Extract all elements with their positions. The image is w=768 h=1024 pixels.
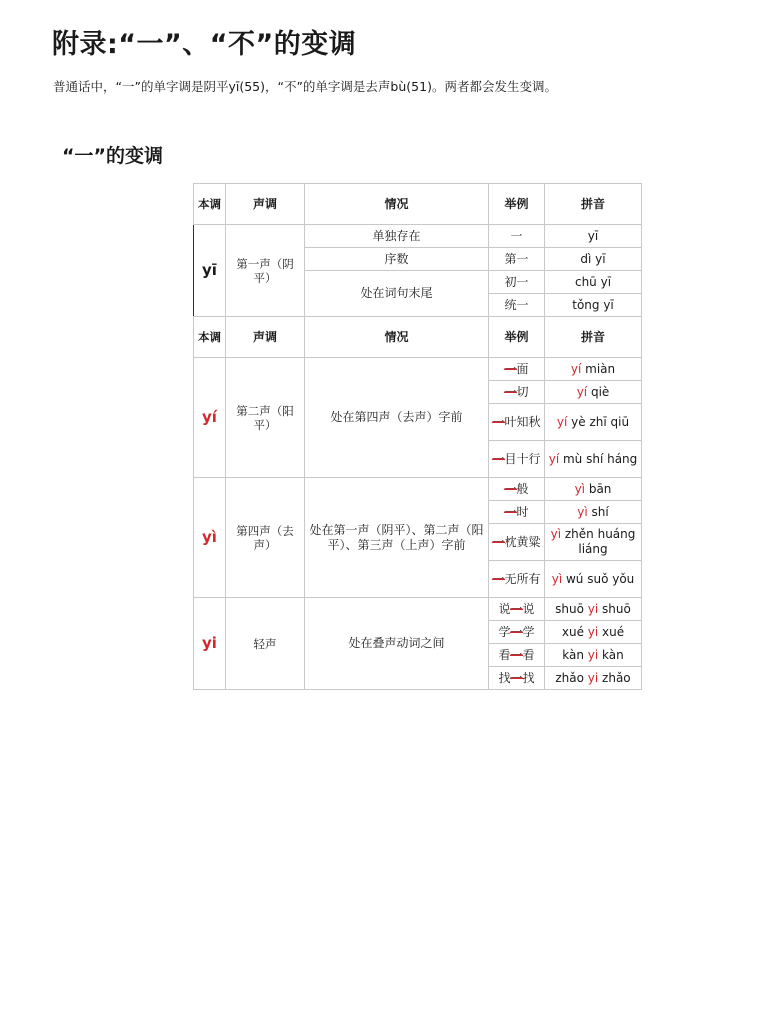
situation-cell: 序数 xyxy=(305,248,489,271)
example-cell: 初一 xyxy=(489,271,545,294)
example-cell: 一叶知秋 xyxy=(489,404,545,441)
yi-strike-mark: 一 xyxy=(510,670,523,685)
base-tone-cell: yí xyxy=(194,358,226,478)
pinyin-cell: yí yè zhī qiū xyxy=(545,404,642,441)
pinyin-cell: chū yī xyxy=(545,271,642,294)
header-tone: 声调 xyxy=(226,317,305,358)
yi-strike-mark: 一 xyxy=(492,571,505,586)
situation-cell: 处在第四声（去声）字前 xyxy=(305,358,489,478)
intro-paragraph: 普通话中，“一”的单字调是阴平yī(55)，“不”的单字调是去声bù(51)。两者都会发生变调。 xyxy=(53,79,557,94)
tone-change-mark: yí xyxy=(570,361,582,376)
pinyin-cell: yí qiè xyxy=(545,381,642,404)
header-situation: 情况 xyxy=(305,317,489,358)
tone-change-mark: yi xyxy=(587,624,599,639)
pinyin-cell: yí miàn xyxy=(545,358,642,381)
tone-change-mark: yì xyxy=(550,527,562,541)
pinyin-cell: tǒng yī xyxy=(545,294,642,317)
example-cell: 说一说 xyxy=(489,598,545,621)
table-row xyxy=(194,358,642,381)
pinyin-cell: xué yi xué xyxy=(545,621,642,644)
header-pinyin: 拼音 xyxy=(545,317,642,358)
example-cell: 一无所有 xyxy=(489,561,545,598)
yi-strike-mark: 一 xyxy=(504,504,517,519)
example-cell: 一切 xyxy=(489,381,545,404)
example-cell: 一枕黄粱 xyxy=(489,524,545,561)
base-tone-cell: yì xyxy=(194,478,226,598)
header-pinyin: 拼音 xyxy=(545,184,642,225)
example-cell: 学一学 xyxy=(489,621,545,644)
situation-cell: 处在第一声（阴平）、第二声（阳平）、第三声（上声）字前 xyxy=(305,478,489,598)
example-cell: 一般 xyxy=(489,478,545,501)
yi-strike-mark: 一 xyxy=(492,414,505,429)
pinyin-cell: yì wú suǒ yǒu xyxy=(545,561,642,598)
pinyin-cell: yì shí xyxy=(545,501,642,524)
table-row xyxy=(194,225,642,248)
table-header-row xyxy=(194,184,642,225)
yi-strike-mark: 一 xyxy=(504,361,517,376)
example-cell: 一 xyxy=(489,225,545,248)
pinyin-cell: dì yī xyxy=(545,248,642,271)
header-base-tone: 本调 xyxy=(194,184,226,225)
tone-change-mark: yí xyxy=(548,451,560,466)
tone-change-mark: yì xyxy=(577,504,588,519)
pinyin-cell: yí mù shí háng xyxy=(545,441,642,478)
example-cell: 一目十行 xyxy=(489,441,545,478)
tone-change-mark: yí xyxy=(576,384,588,399)
example-cell: 统一 xyxy=(489,294,545,317)
yi-strike-mark: 一 xyxy=(510,647,523,662)
tone-cell: 第二声（阳平） xyxy=(226,358,305,478)
situation-cell: 单独存在 xyxy=(305,225,489,248)
header-example: 举例 xyxy=(489,317,545,358)
tone-change-mark: yi xyxy=(587,601,599,616)
tone-change-mark: yi xyxy=(587,670,599,685)
tone-change-mark: yí xyxy=(556,414,568,429)
tone-cell: 第四声（去声） xyxy=(226,478,305,598)
header-base-tone: 本调 xyxy=(194,317,226,358)
page-title: 附录:“一”、“不”的变调 xyxy=(52,29,357,60)
pinyin-cell: zhǎo yi zhǎo xyxy=(545,667,642,690)
example-cell: 看一看 xyxy=(489,644,545,667)
table-row xyxy=(194,478,642,501)
section-title: “一”的变调 xyxy=(62,145,163,167)
situation-cell: 处在词句末尾 xyxy=(305,271,489,317)
base-tone-cell: yi xyxy=(194,598,226,690)
situation-cell: 处在叠声动词之间 xyxy=(305,598,489,690)
table-header-row xyxy=(194,317,642,358)
yi-strike-mark: 一 xyxy=(504,481,517,496)
yi-strike-mark: 一 xyxy=(510,624,523,639)
tone-change-mark: yì xyxy=(551,571,563,586)
tone-change-mark: yì xyxy=(574,481,586,496)
example-cell: 一面 xyxy=(489,358,545,381)
header-tone: 声调 xyxy=(226,184,305,225)
pinyin-cell: yì zhěn huáng liáng xyxy=(545,524,642,561)
example-cell: 第一 xyxy=(489,248,545,271)
header-situation: 情况 xyxy=(305,184,489,225)
header-example: 举例 xyxy=(489,184,545,225)
base-tone-cell: yī xyxy=(194,225,226,317)
yi-strike-mark: 一 xyxy=(504,384,517,399)
table-row xyxy=(194,598,642,621)
yi-strike-mark: 一 xyxy=(510,601,523,616)
tone-cell: 第一声（阴平） xyxy=(226,225,305,317)
pinyin-cell: yī xyxy=(545,225,642,248)
pinyin-cell: yì bān xyxy=(545,478,642,501)
tone-sandhi-table xyxy=(193,183,642,690)
pinyin-cell: shuō yi shuō xyxy=(545,598,642,621)
example-cell: 一时 xyxy=(489,501,545,524)
yi-strike-mark: 一 xyxy=(492,534,505,549)
example-cell: 找一找 xyxy=(489,667,545,690)
pinyin-cell: kàn yi kàn xyxy=(545,644,642,667)
yi-strike-mark: 一 xyxy=(492,451,505,466)
tone-change-mark: yi xyxy=(587,647,599,662)
tone-cell: 轻声 xyxy=(226,598,305,690)
